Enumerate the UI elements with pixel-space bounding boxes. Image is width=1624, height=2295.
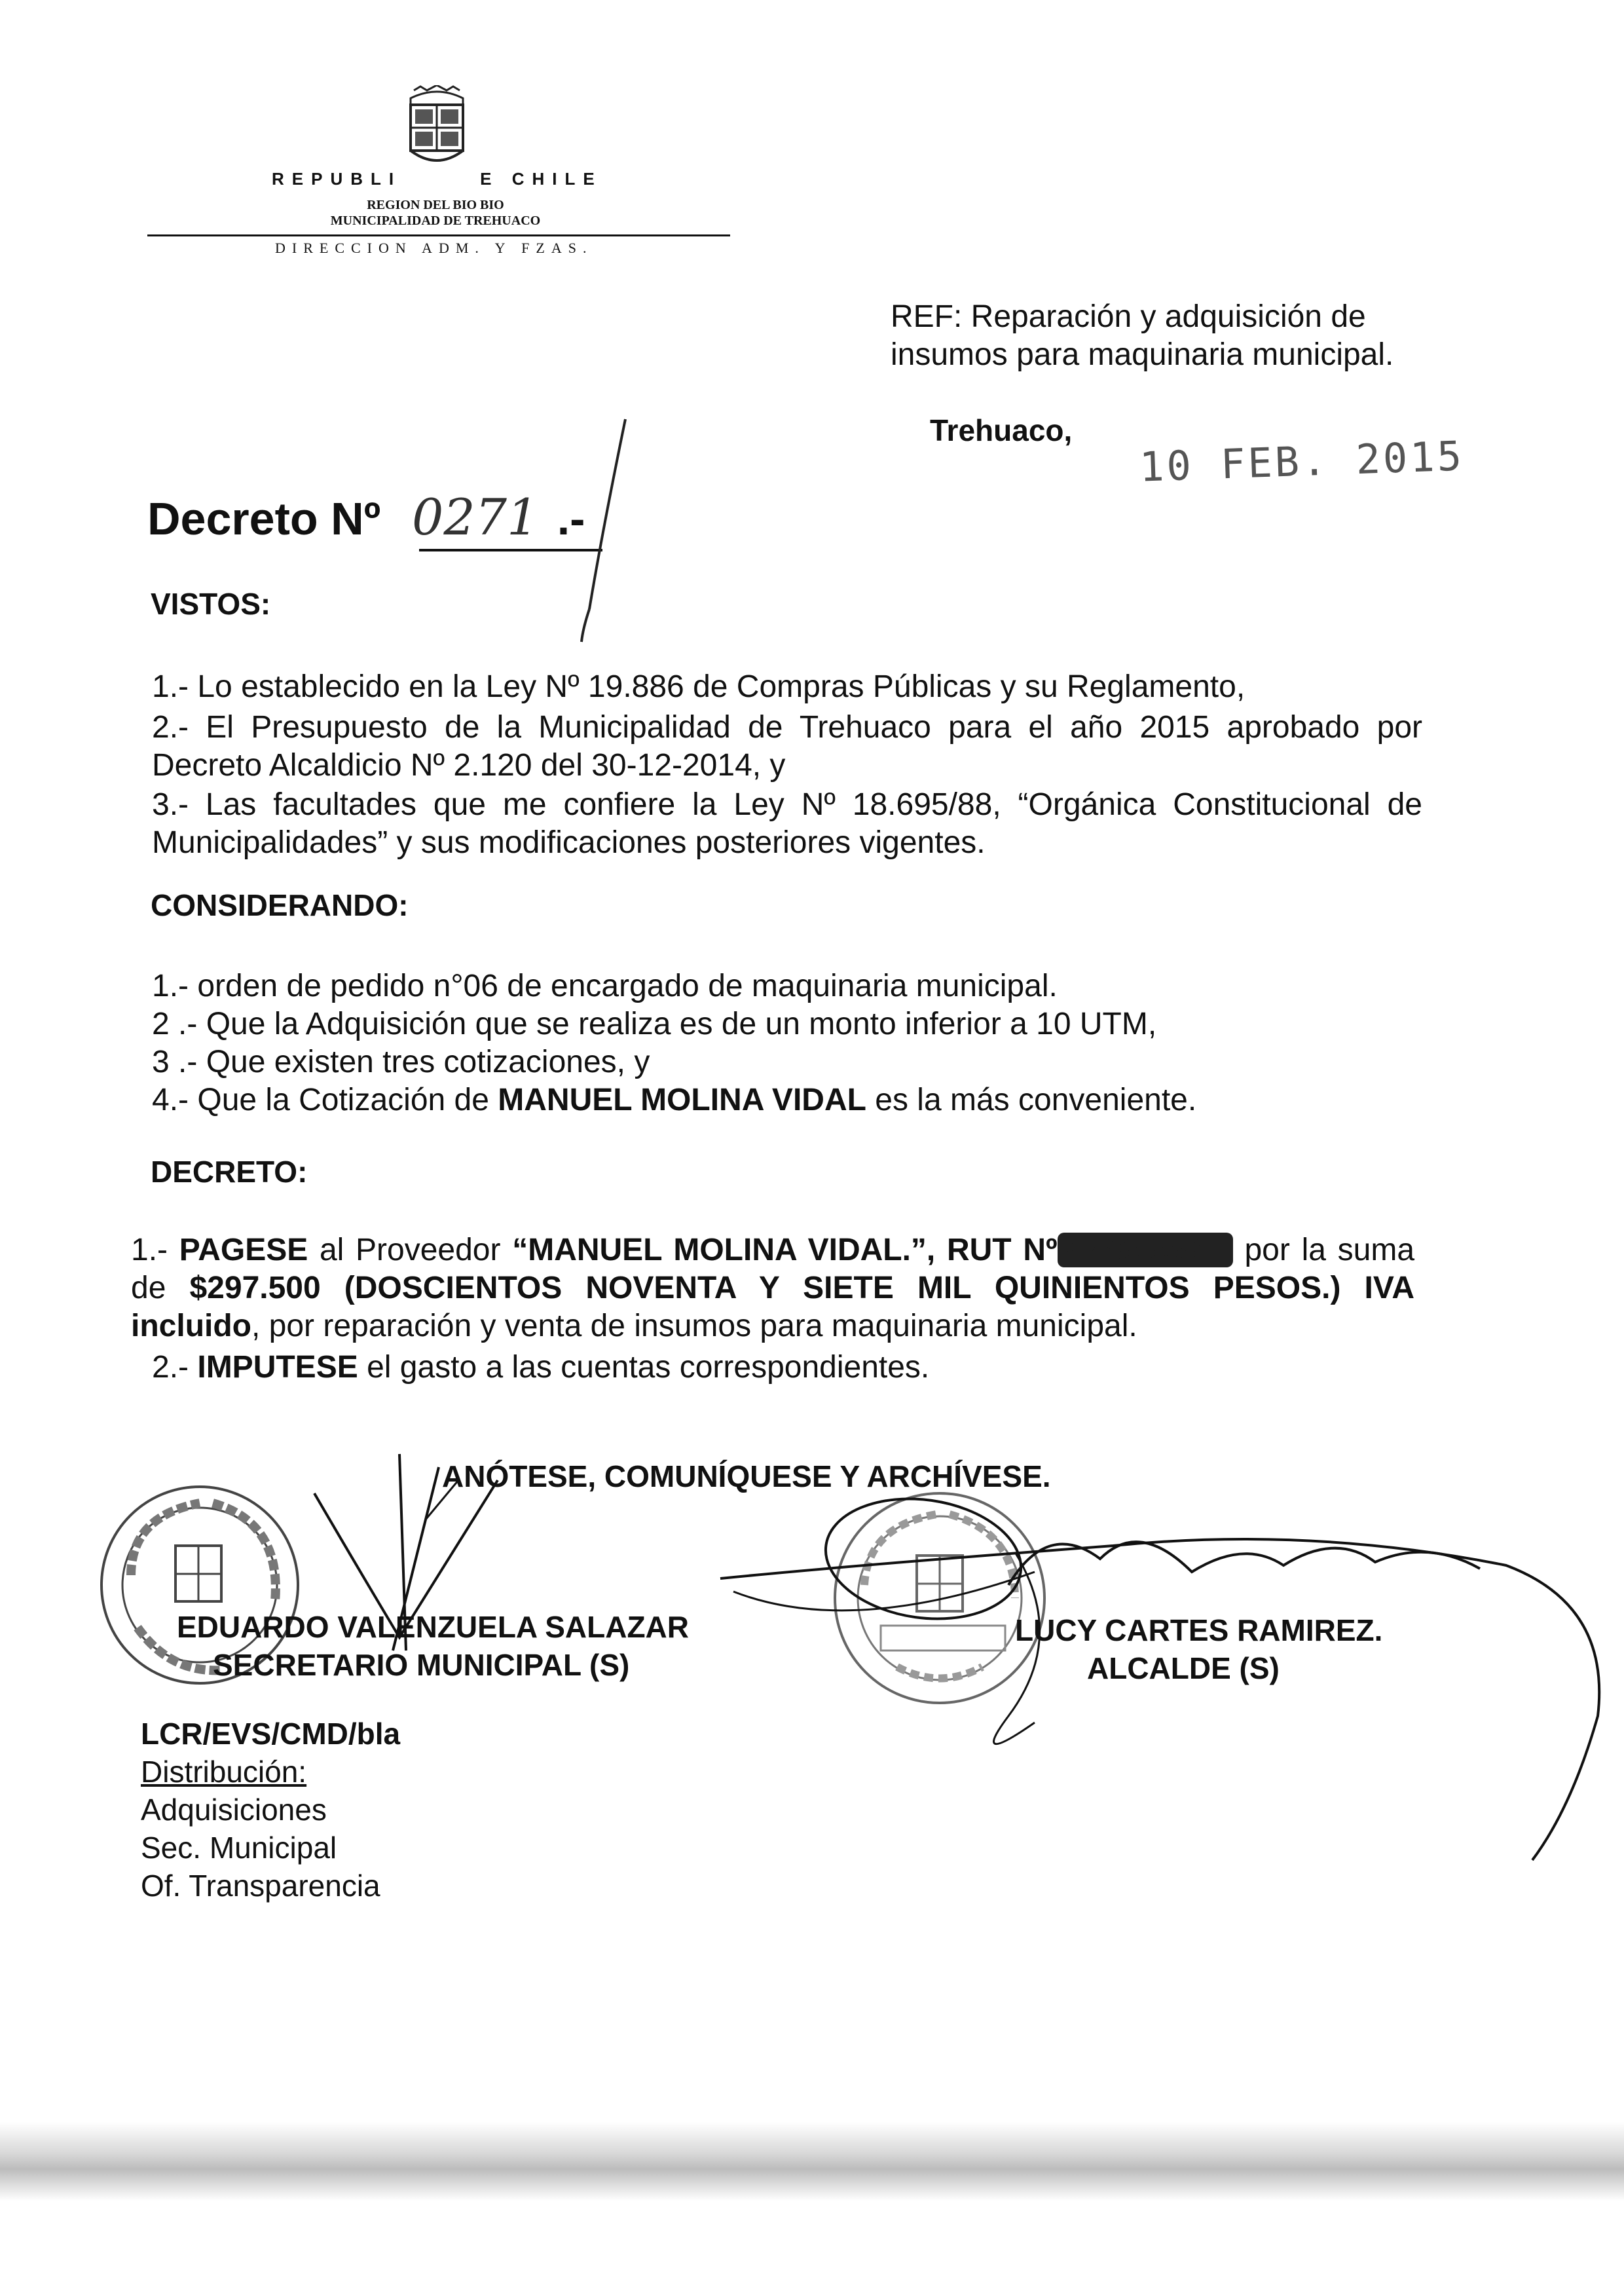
decreto-heading: DECRETO: [151, 1155, 308, 1189]
decreto-item-2 [152, 1349, 929, 1385]
place: Trehuaco, [930, 413, 1073, 447]
distribution-recipient-1: Adquisiciones [141, 1793, 327, 1827]
decreto-item-2-text: el gasto a las cuentas correspondientes. [358, 1350, 930, 1385]
header-rule [147, 234, 730, 236]
decreto-item-2-verb: IMPUTESE [197, 1350, 358, 1385]
considerando-item-4-pre: 4.- Que la Cotización de [152, 1083, 498, 1117]
reference-line-2: insumos para maquinaria municipal. [891, 337, 1394, 372]
considerando-item-2: 2 .- Que la Adquisición que se realiza es de un monto inferior a 10 UTM, [152, 1007, 1157, 1041]
vistos-heading: VISTOS: [151, 587, 271, 621]
decree-number: 0271 [411, 488, 539, 546]
decreto-item-1-text-c: , por reparación y venta de insumos para maquinaria municipal. [251, 1309, 1137, 1343]
header-region: REGION DEL BIO BIO [367, 198, 504, 212]
considerando-heading: CONSIDERANDO: [151, 888, 409, 922]
distribution-recipient-3: Of. Transparencia [141, 1869, 380, 1903]
decree-title [147, 488, 585, 546]
decreto-item-1-number: 1.- [131, 1233, 179, 1267]
decree-suffix: .- [557, 493, 585, 544]
left-signatory-name: EDUARDO VALENZUELA SALAZAR [177, 1610, 689, 1644]
scan-bottom-edge [0, 2122, 1624, 2201]
footer-initials: LCR/EVS/CMD/bla [141, 1717, 401, 1751]
reference-line-1: REF: Reparación y adquisición de [891, 299, 1366, 334]
date-stamp: 10 FEB. 2015 [1138, 432, 1466, 491]
distribution-recipient-2: Sec. Municipal [141, 1831, 337, 1865]
left-signatory [177, 1608, 689, 1684]
closing-formula: ANÓTESE, COMUNÍQUESE Y ARCHÍVESE. [442, 1459, 1051, 1493]
header-country [272, 169, 602, 189]
vistos-item-1: 1.- Lo establecido en la Ley Nº 19.886 de Compras Públicas y su Reglamento, [152, 669, 1246, 704]
header-municipality: MUNICIPALIDAD DE TREHUACO [330, 214, 541, 228]
considerando-item-3: 3 .- Que existen tres cotizaciones, y [152, 1045, 650, 1079]
right-signatory [1015, 1611, 1382, 1687]
left-signatory-title: SECRETARIO MUNICIPAL (S) [213, 1648, 630, 1682]
header-department: DIRECCION ADM. Y FZAS. [275, 240, 593, 256]
header-country-left: REPUBLI [272, 169, 402, 189]
decreto-item-1 [131, 1231, 1414, 1345]
decree-label: Decreto Nº [147, 493, 381, 544]
decreto-item-1-amount: $297.500 (DOSCIENTOS NOVENTA Y SIETE MIL QUINIENTOS PESOS.) IVA incluido [131, 1271, 1414, 1343]
vistos-item-3: 3.- Las facultades que me confiere la Ley Nº 18.695/88, “Orgánica Constitucional de Municipalidades” y sus modificaciones posteriores vigentes. [152, 787, 1422, 860]
considerando-item-4-post: es la más conveniente. [866, 1083, 1197, 1117]
considerando-item-4 [152, 1082, 1196, 1118]
coat-of-arms-icon [401, 85, 473, 170]
vistos-item-2: 2.- El Presupuesto de la Municipalidad de Trehuaco para el año 2015 aprobado por Decreto Alcaldicio Nº 2.120 del 30-12-2014, y [152, 710, 1422, 783]
decreto-item-1-text-a: al Proveedor [308, 1233, 513, 1267]
header-country-right: E CHILE [480, 169, 602, 189]
decreto-item-1-provider: “MANUEL MOLINA VIDAL.”, RUT Nº [512, 1233, 1058, 1267]
decreto-item-1-verb: PAGESE [179, 1233, 308, 1267]
decreto-item-2-number: 2.- [152, 1350, 198, 1385]
distribution-label: Distribución: [141, 1755, 307, 1789]
decreto-item-1-text-b: por la suma de [131, 1233, 1415, 1305]
footer [141, 1715, 400, 1905]
decree-slash-mark [563, 413, 642, 648]
right-signatory-title: ALCALDE (S) [1087, 1651, 1280, 1685]
right-signatory-name: LUCY CARTES RAMIREZ. [1015, 1613, 1383, 1647]
provider-name: MANUEL MOLINA VIDAL [498, 1083, 866, 1117]
redacted-rut: 7.486.658-1 [1058, 1233, 1233, 1267]
reference-block [891, 298, 1393, 374]
considerando-item-1: 1.- orden de pedido n°06 de encargado de maquinaria municipal. [152, 969, 1058, 1003]
